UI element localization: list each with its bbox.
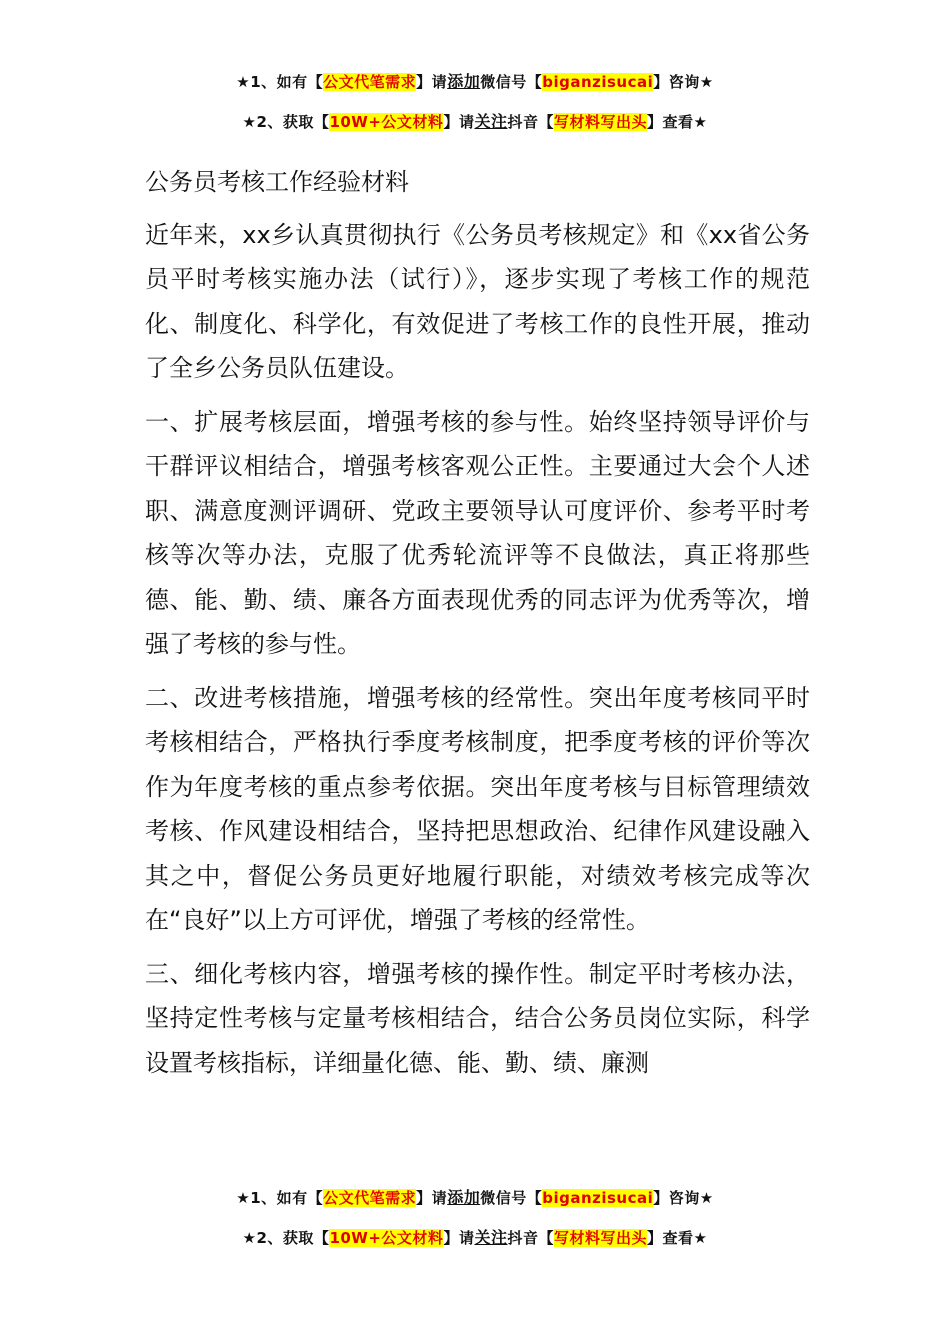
banner-text: 】请 xyxy=(443,1229,475,1247)
highlight-service: 公文代笔需求 xyxy=(323,1189,417,1207)
banner-text: 】请 xyxy=(416,1189,448,1207)
underlined-text: 关注 xyxy=(474,1228,508,1247)
banner-text: ★2、获取【 xyxy=(242,1229,330,1247)
highlight-wechat-id: biganzisucai xyxy=(542,73,654,91)
banner-text: 微信号【 xyxy=(480,73,543,91)
banner-text: ★1、如有【 xyxy=(236,73,324,91)
banner-text: 】查看★ xyxy=(647,1229,708,1247)
banner-line-1 xyxy=(0,62,950,102)
highlight-service: 公文代笔需求 xyxy=(323,73,417,91)
banner-text: 抖音【 xyxy=(507,1229,554,1247)
header-banner xyxy=(0,62,950,142)
banner-line-2 xyxy=(0,102,950,142)
banner-text: 抖音【 xyxy=(507,113,554,131)
highlight-materials: 10W+公文材料 xyxy=(329,113,444,131)
banner-text: 微信号【 xyxy=(480,1189,543,1207)
highlight-douyin-id: 写材料写出头 xyxy=(553,1229,647,1247)
paragraph-section-2: 二、改进考核措施，增强考核的经常性。突出年度考核同平时考核相结合，严格执行季度考核制度，把季度考核的评价等次作为年度考核的重点参考依据。突出年度考核与目标管理绩效考核、作风建设相结合，坚持把思想政治、纪律作风建设融入其之中，督促公务员更好地履行职能，对绩效考核完成等次在“良好”以上方可评优，增强了考核的经常性。 xyxy=(145,683,810,934)
paragraph-section-3: 三、细化考核内容，增强考核的操作性。制定平时考核办法，坚持定性考核与定量考核相结合，结合公务员岗位实际，科学设置考核指标，详细量化德、能、勤、绩、廉测 xyxy=(145,959,810,1077)
banner-text: 】查看★ xyxy=(647,113,708,131)
banner-text: 】咨询★ xyxy=(653,73,714,91)
document-title: 公务员考核工作经验材料 xyxy=(145,168,409,196)
highlight-wechat-id: biganzisucai xyxy=(542,1189,654,1207)
banner-line-2 xyxy=(0,1218,950,1258)
highlight-materials: 10W+公文材料 xyxy=(329,1229,444,1247)
paragraph-section-1: 一、扩展考核层面，增强考核的参与性。始终坚持领导评价与干群评议相结合，增强考核客观公正性。主要通过大会个人述职、满意度测评调研、党政主要领导认可度评价、参考平时考核等次等办法，克服了优秀轮流评等不良做法，真正将那些德、能、勤、绩、廉各方面表现优秀的同志评为优秀等次，增强了考核的参与性。 xyxy=(145,407,810,658)
underlined-text: 添加 xyxy=(447,72,481,91)
banner-line-1 xyxy=(0,1178,950,1218)
footer-banner xyxy=(0,1178,950,1258)
banner-text: 】请 xyxy=(416,73,448,91)
banner-text: ★1、如有【 xyxy=(236,1189,324,1207)
banner-text: 】请 xyxy=(443,113,475,131)
paragraph-intro: 近年来，xx乡认真贯彻执行《公务员考核规定》和《xx省公务员平时考核实施办法（试行）》，逐步实现了考核工作的规范化、制度化、科学化，有效促进了考核工作的良性开展，推动了全乡公务员队伍建设。 xyxy=(145,220,810,382)
highlight-douyin-id: 写材料写出头 xyxy=(553,113,647,131)
banner-text: ★2、获取【 xyxy=(242,113,330,131)
document-body xyxy=(145,160,810,1094)
underlined-text: 关注 xyxy=(474,112,508,131)
banner-text: 】咨询★ xyxy=(653,1189,714,1207)
underlined-text: 添加 xyxy=(447,1188,481,1207)
